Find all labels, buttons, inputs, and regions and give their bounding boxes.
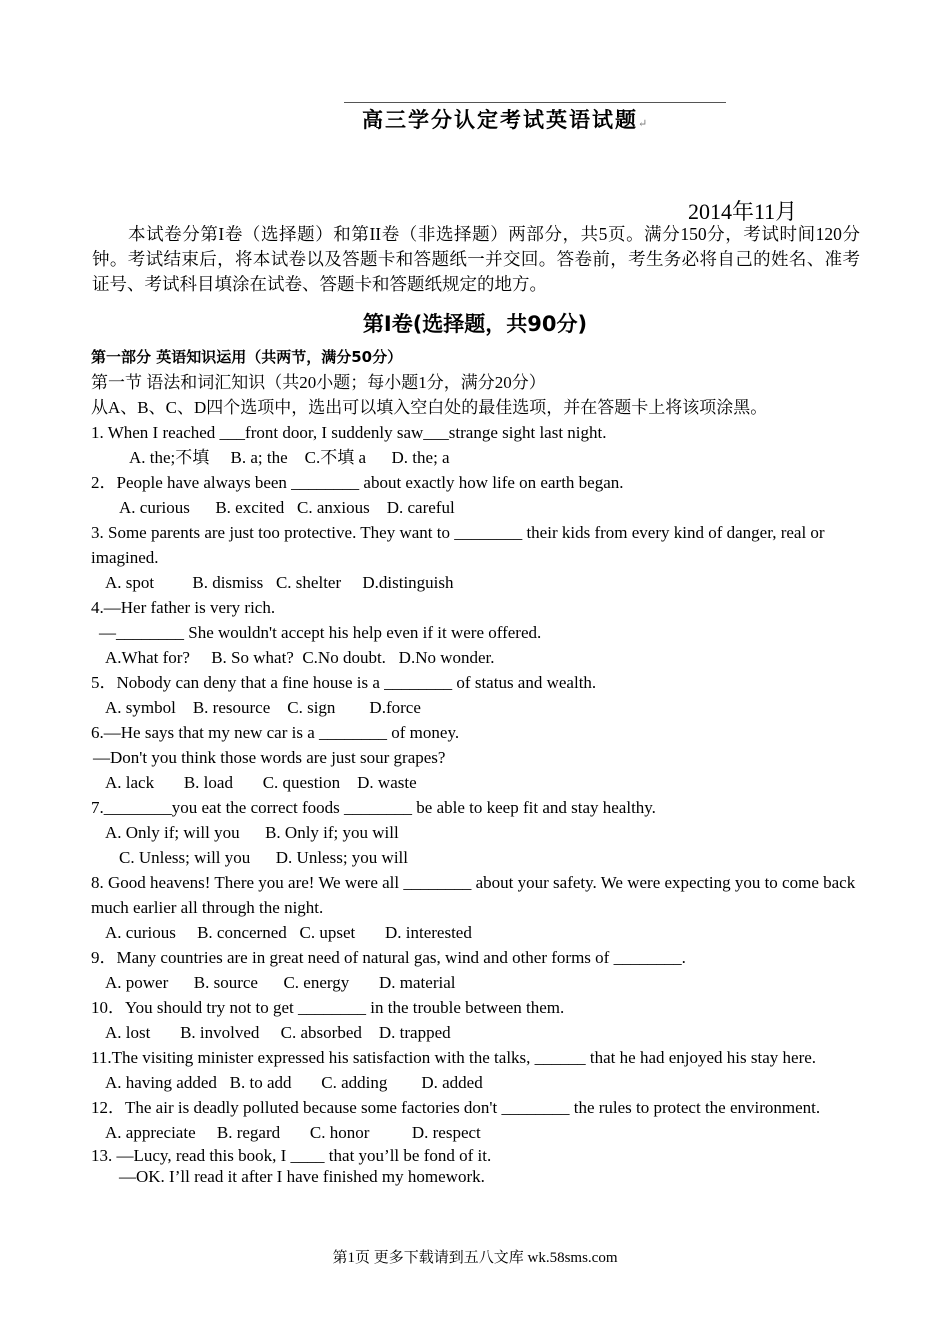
question-stem: 2．People have always been ________ about exactly how life on earth began. [91,473,624,492]
question-stem: 1. When I reached ___front door, I suddenly saw___strange sight last night. [91,423,607,442]
question-stem: 6.—He says that my new car is a ________ of money. [91,723,460,742]
question-options: A. lost B. involved C. absorbed D. trapped [105,1023,451,1042]
question-stem: 5．Nobody can deny that a fine house is a ________ of status and wealth. [91,673,597,692]
question-stem: 9．Many countries are in great need of natural gas, wind and other forms of ________. [91,948,686,967]
paragraph-mark-icon: ↵ [638,117,650,130]
exam-date: 2014年11月 [688,199,798,224]
question-stem: 3. Some parents are just too protective. They want to ________ their kids from every kind of danger, real or imagined. [91,523,825,567]
instructions: 从A、B、C、D四个选项中，选出可以填入空白处的最佳选项，并在答题卡上将该项涂黑。 [91,398,768,417]
subsection-heading: 第一节 语法和词汇知识（共20小题；每小题1分，满分20分） [91,373,546,392]
exam-title [362,104,649,134]
question-stem: 4.—Her father is very rich. [91,598,276,617]
question-options: A. appreciate B. regard C. honor D. respect [105,1123,481,1142]
question-options: C. Unless; will you D. Unless; you will [119,848,409,867]
question-stem: 8. Good heavens! There you are! We were all ________ about your safety. We were expecting you to come back much earlier all through the night. [91,873,856,917]
question-stem: 7.________you eat the correct foods ________ be able to keep fit and stay healthy. [91,798,656,817]
intro-paragraph: 本试卷分第I卷（选择题）和第II卷（非选择题）两部分，共5页。满分150分，考试时间120分钟。考试结束后，将本试卷以及答题卡和答题纸一并交回。答卷前，考生务必将自己的姓名、准考证号、考试科目填涂在试卷、答题卡和答题纸规定的地方。 [92,224,860,294]
question-stem: 13. —Lucy, read this book, I ____ that you’ll be fond of it. [91,1146,492,1165]
question-stem: 10．You should try not to get ________ in the trouble between them. [91,998,565,1017]
question-options: A. curious B. excited C. anxious D. careful [119,498,455,517]
question-stem-reply: —________ She wouldn't accept his help even if it were offered. [99,623,542,642]
exam-title-text: 高三学分认定考试英语试题 [362,107,638,132]
question-stem-reply: —Don't you think those words are just sour grapes? [93,748,446,767]
question-options: A. lack B. load C. question D. waste [105,773,417,792]
question-options: A. having added B. to add C. adding D. added [105,1073,483,1092]
part-heading: 第I卷(选择题，共90分) [362,312,588,336]
question-options: A. the;不填 B. a; the C.不填 a D. the; a [129,448,450,467]
title-rule [344,102,726,103]
question-options: A. spot B. dismiss C. shelter D.distinguish [105,573,454,592]
question-options: A. symbol B. resource C. sign D.force [105,698,421,717]
section-heading: 第一部分 英语知识运用（共两节，满分50分） [91,348,403,366]
question-stem: 11.The visiting minister expressed his satisfaction with the talks, ______ that he had enjoyed his stay here. [91,1048,817,1067]
question-options: A. Only if; will you B. Only if; you will [105,823,399,842]
question-stem: 12．The air is deadly polluted because some factories don't ________ the rules to protect the environment. [91,1098,821,1117]
question-options: A.What for? B. So what? C.No doubt. D.No wonder. [105,648,495,667]
page-footer: 第1页 更多下载请到五八文库 wk.58sms.com [332,1250,618,1266]
question-options: A. power B. source C. energy D. material [105,973,456,992]
question-options: A. curious B. concerned C. upset D. interested [105,923,472,942]
question-stem-reply: —OK. I’ll read it after I have finished my homework. [119,1167,485,1186]
question-content [91,345,861,1187]
